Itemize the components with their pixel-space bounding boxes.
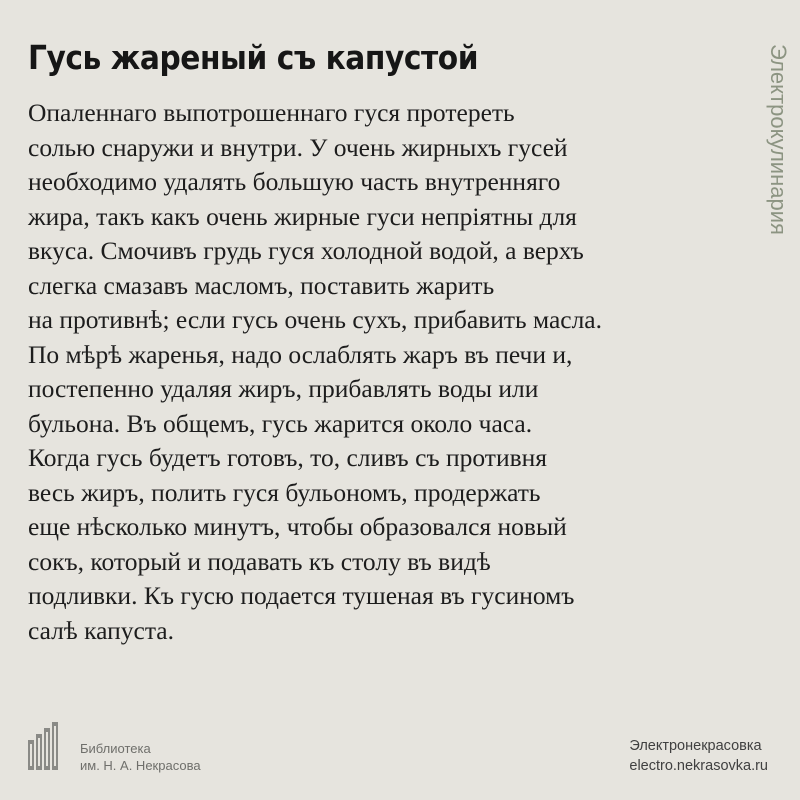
recipe-line: еще нѣсколько минутъ, чтобы образовался новый <box>28 512 567 541</box>
site-name: Электронекрасовка <box>629 738 762 754</box>
library-name <box>80 740 201 774</box>
recipe-line: салѣ капуста. <box>28 615 174 645</box>
recipe-text <box>28 96 738 648</box>
recipe-line: По мѣрѣ жаренья, надо ослаблять жаръ въ печи и, <box>28 339 573 369</box>
series-label: Электрокулинария <box>766 44 791 235</box>
recipe-line: постепенно удаляя жиръ, прибавлять воды или <box>28 374 539 403</box>
library-name-line2: им. Н. А. Некрасова <box>80 758 201 773</box>
library-name-line1: Библиотека <box>80 741 151 756</box>
recipe-line: Когда гусь будетъ готовъ, то, сливъ съ противня <box>28 443 548 472</box>
recipe-line: подливки. Къ гусю подается тушеная въ гусиномъ <box>28 581 575 610</box>
recipe-line: необходимо удалять большую часть внутренняго <box>28 167 561 196</box>
recipe-line: жира, такъ какъ очень жирные гуси непріятны для <box>28 201 577 231</box>
library-books-logo-icon <box>26 720 72 772</box>
recipe-line: на противнѣ; если гусь очень сухъ, прибавить масла. <box>28 305 602 334</box>
recipe-line: бульона. Въ общемъ, гусь жарится около часа. <box>28 408 533 438</box>
recipe-line: солью снаружи и внутри. У очень жирныхъ гусей <box>28 132 568 162</box>
recipe-line: сокъ, который и подавать къ столу въ видѣ <box>28 546 491 576</box>
recipe-line: слегка смазавъ масломъ, поставить жарить <box>28 270 495 300</box>
recipe-line: Опаленнаго выпотрошеннаго гуся протереть <box>28 98 515 127</box>
site-info <box>629 736 768 776</box>
site-url-link[interactable]: electro.nekrasovka.ru <box>629 758 768 774</box>
recipe-line: вкуса. Смочивъ грудь гуся холодной водой, а верхъ <box>28 236 584 265</box>
recipe-title: Гусь жареный съ капустой <box>28 38 479 77</box>
recipe-line: весь жиръ, полить гуся бульономъ, продержать <box>28 477 541 507</box>
